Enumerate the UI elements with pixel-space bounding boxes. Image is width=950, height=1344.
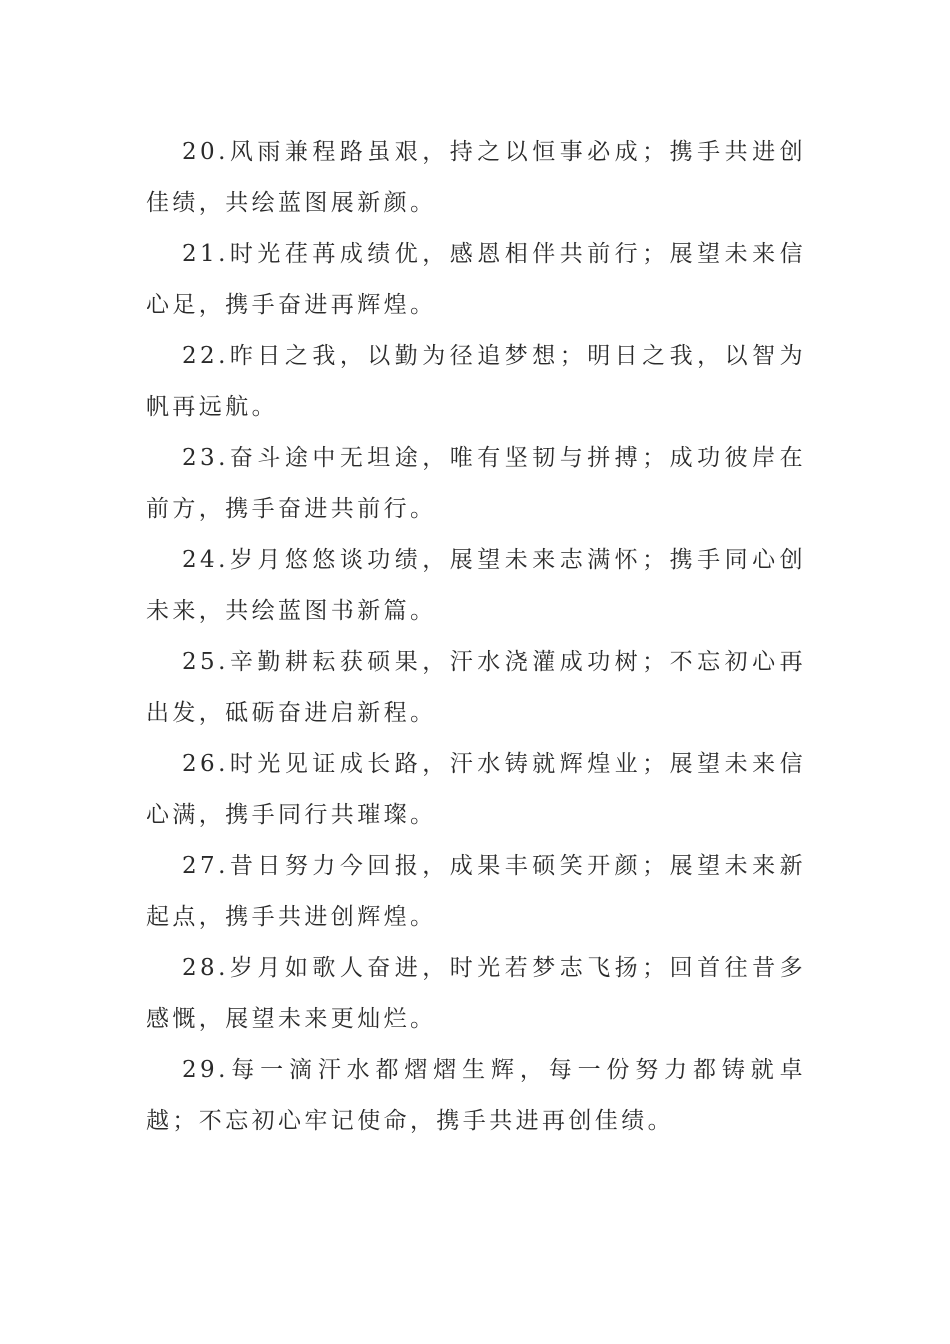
entry-text: 时光见证成长路，汗水铸就辉煌业；展望未来信心满，携手同行共璀璨。: [146, 751, 806, 828]
list-item: [146, 331, 806, 433]
entry-number: 25.: [182, 649, 229, 675]
list-item: [146, 841, 806, 943]
list-item: [146, 535, 806, 637]
list-item: [146, 127, 806, 229]
entry-number: 28.: [182, 955, 229, 981]
list-item: [146, 229, 806, 331]
entry-text: 岁月如歌人奋进，时光若梦志飞扬；回首往昔多感慨，展望未来更灿烂。: [146, 955, 806, 1032]
entry-text: 风雨兼程路虽艰，持之以恒事必成；携手共进创佳绩，共绘蓝图展新颜。: [146, 139, 806, 216]
list-item: [146, 637, 806, 739]
entry-number: 27.: [182, 853, 229, 879]
entry-text: 奋斗途中无坦途，唯有坚韧与拼搏；成功彼岸在前方，携手奋进共前行。: [146, 445, 806, 522]
entry-text: 辛勤耕耘获硕果，汗水浇灌成功树；不忘初心再出发，砥砺奋进启新程。: [146, 649, 806, 726]
list-item: [146, 433, 806, 535]
entries-list: [146, 127, 806, 1147]
entry-number: 26.: [182, 751, 229, 777]
entry-number: 21.: [182, 241, 229, 267]
list-item: [146, 1045, 806, 1147]
entry-number: 29.: [182, 1057, 229, 1083]
entry-number: 20.: [182, 139, 229, 165]
list-item: [146, 739, 806, 841]
list-item: [146, 943, 806, 1045]
entry-text: 岁月悠悠谈功绩，展望未来志满怀；携手同心创未来，共绘蓝图书新篇。: [146, 547, 806, 624]
entry-text: 昔日努力今回报，成果丰硕笑开颜；展望未来新起点，携手共进创辉煌。: [146, 853, 806, 930]
entry-number: 23.: [182, 445, 229, 471]
entry-text: 时光荏苒成绩优，感恩相伴共前行；展望未来信心足，携手奋进再辉煌。: [146, 241, 806, 318]
entry-number: 24.: [182, 547, 229, 573]
entry-number: 22.: [182, 343, 229, 369]
entry-text: 昨日之我，以勤为径追梦想；明日之我，以智为帆再远航。: [146, 343, 806, 420]
entry-text: 每一滴汗水都熠熠生辉，每一份努力都铸就卓越；不忘初心牢记使命，携手共进再创佳绩。: [146, 1057, 806, 1134]
